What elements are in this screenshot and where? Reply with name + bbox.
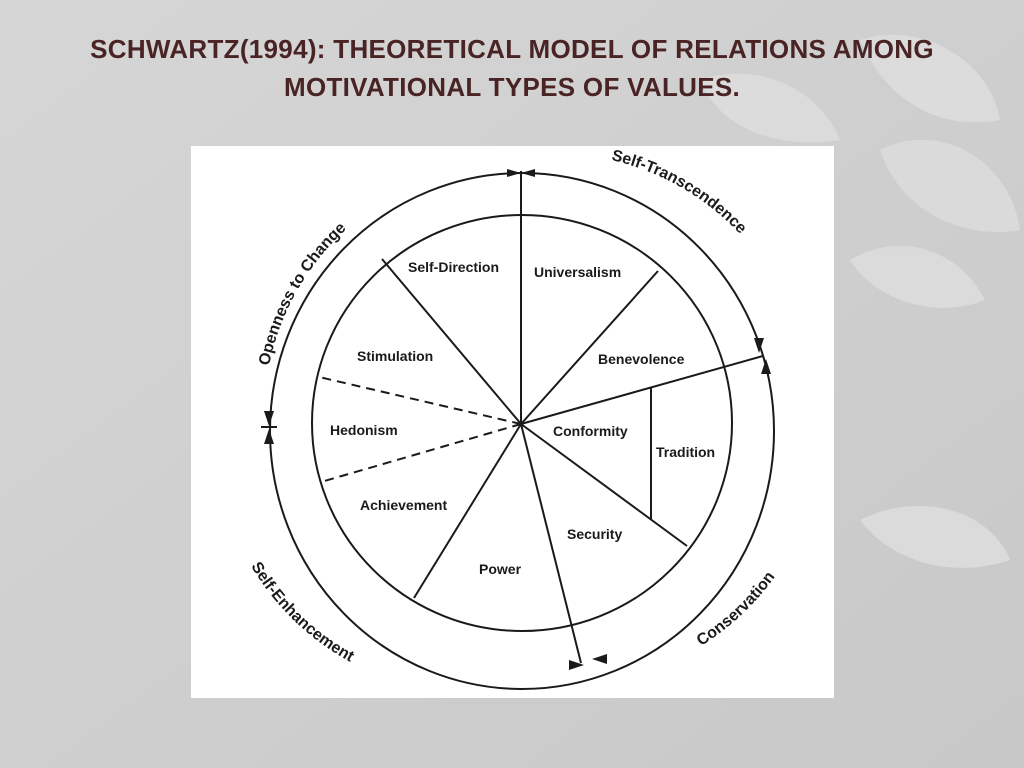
values-circumplex-diagram bbox=[191, 146, 834, 698]
label-hedonism: Hedonism bbox=[330, 422, 398, 438]
spoke-universalism-benevolence bbox=[521, 271, 658, 424]
label-conformity: Conformity bbox=[553, 423, 628, 439]
ring-arrow-bottom-right bbox=[592, 654, 607, 664]
spoke-security-power bbox=[521, 424, 581, 663]
label-power: Power bbox=[479, 561, 522, 577]
label-achievement: Achievement bbox=[360, 497, 448, 513]
label-universalism: Universalism bbox=[534, 264, 622, 280]
ring-arrow-bottom-left bbox=[569, 660, 584, 670]
label-self-direction: Self-Direction bbox=[408, 259, 500, 275]
label-self-enhancement bbox=[248, 559, 358, 666]
label-openness-to-change-path: Openness to Change bbox=[256, 219, 350, 367]
label-stimulation: Stimulation bbox=[357, 348, 434, 364]
label-benevolence: Benevolence bbox=[598, 351, 685, 367]
ring-arrow-top-left bbox=[507, 169, 521, 177]
ring-arrow-left-lower bbox=[264, 429, 274, 444]
label-self-enhancement-path: Self-Enhancement bbox=[247, 559, 357, 666]
label-security: Security bbox=[567, 526, 623, 542]
spoke-self-direction-stimulation bbox=[382, 259, 521, 424]
diagram-panel bbox=[191, 146, 834, 698]
label-tradition: Tradition bbox=[656, 444, 716, 460]
label-conservation bbox=[694, 569, 779, 650]
label-openness-to-change bbox=[256, 219, 349, 367]
slide-title-line-2: MOTIVATIONAL TYPES OF VALUES. bbox=[283, 72, 741, 102]
label-self-transcendence bbox=[610, 147, 750, 237]
label-conservation-path: Conservation bbox=[693, 568, 779, 650]
slide-title-line-1: SCHWARTZ(1994): THEORETICAL MODEL OF RELATIONS AMONG bbox=[90, 34, 934, 64]
ring-arrow-left-upper bbox=[264, 411, 274, 426]
label-self-transcendence-path: Self-Transcendence bbox=[609, 147, 750, 238]
slide-title bbox=[60, 30, 964, 106]
dashed-spoke-stimulation-hedonism bbox=[319, 377, 521, 424]
ring-arrow-top-right bbox=[521, 169, 535, 177]
ring-arrow-right-lower bbox=[761, 359, 771, 374]
